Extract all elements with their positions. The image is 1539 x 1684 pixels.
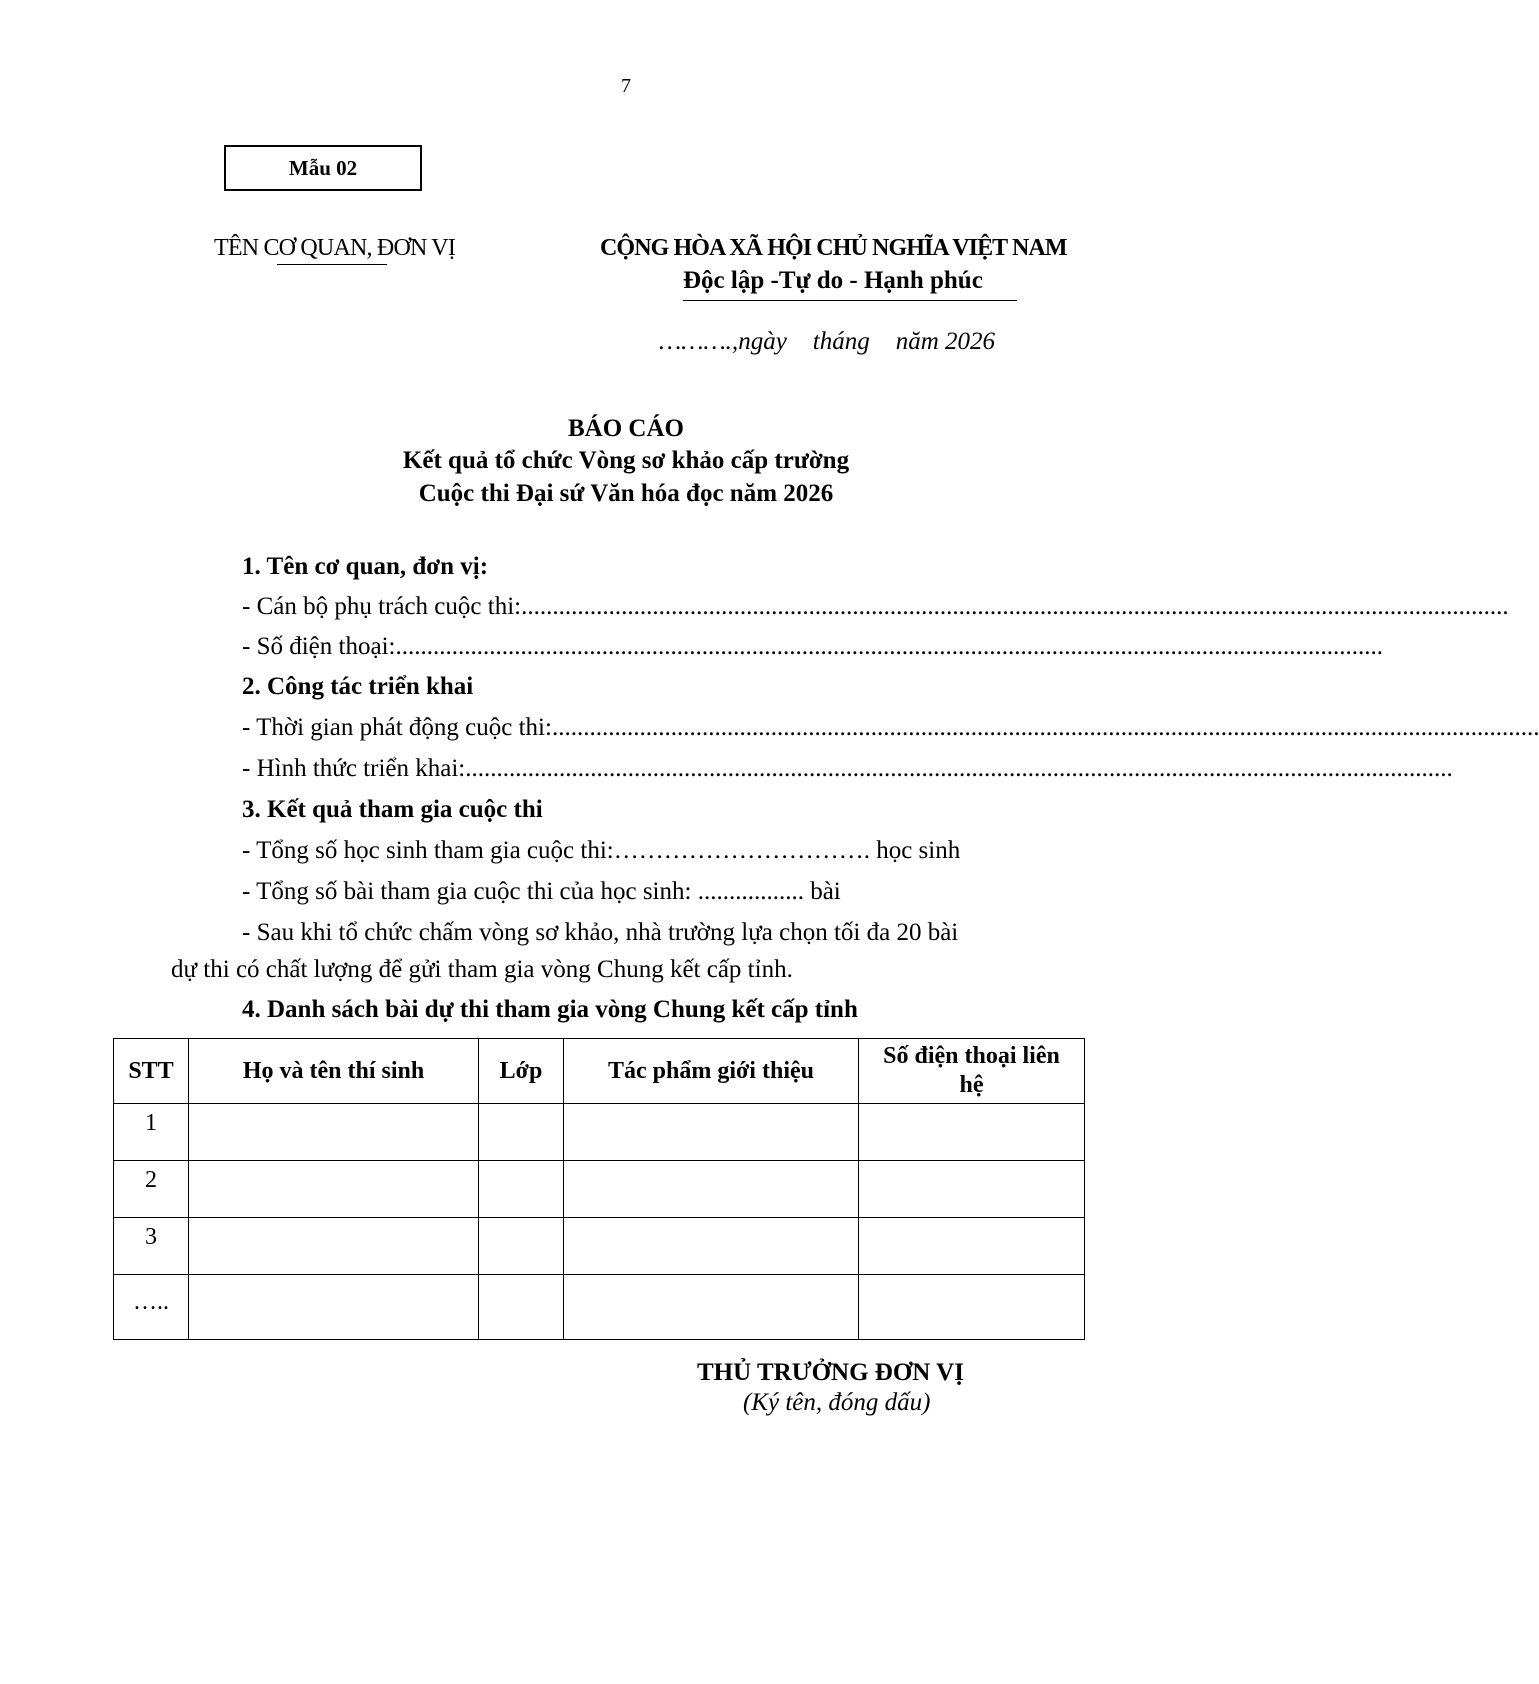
report-title: BÁO CÁO [568, 415, 684, 442]
column-header-name: Họ và tên thí sinh [189, 1039, 479, 1104]
field-phone-blank[interactable]: .............................................................................................................................................................. [395, 633, 1383, 660]
cell-name[interactable] [189, 1218, 479, 1275]
agency-underline-divider [277, 264, 387, 265]
column-header-phone: Số điện thoại liên hệ [859, 1039, 1085, 1104]
section-1-heading: 1. Tên cơ quan, đơn vị: [242, 553, 489, 580]
motto-underline-divider [683, 300, 1017, 301]
date-line [659, 329, 995, 354]
cell-class[interactable] [479, 1161, 564, 1218]
cell-stt: 3 [114, 1218, 189, 1275]
nation-title: CỘNG HÒA XÃ HỘI CHỦ NGHĨA VIỆT NAM [600, 235, 1067, 261]
field-launch-time-blank[interactable]: .............................................................................................................................................................. [551, 714, 1539, 741]
cell-name[interactable] [189, 1161, 479, 1218]
column-header-class: Lớp [479, 1039, 564, 1104]
section-2-heading: 2. Công tác triển khai [242, 673, 474, 700]
field-total-students[interactable]: - Tổng số học sinh tham gia cuộc thi:…………………………. học sinh [242, 837, 961, 864]
cell-work[interactable] [564, 1218, 859, 1275]
field-phone[interactable] [242, 633, 1383, 660]
cell-work[interactable] [564, 1275, 859, 1340]
field-deployment-form-blank[interactable]: .............................................................................................................................................................. [465, 755, 1453, 782]
motto: Độc lập -Tự do - Hạnh phúc [683, 267, 983, 294]
column-header-stt: STT [114, 1039, 189, 1104]
cell-stt: ….. [114, 1275, 189, 1340]
cell-phone[interactable] [859, 1218, 1085, 1275]
agency-name: TÊN CƠ QUAN, ĐƠN VỊ [214, 235, 456, 261]
table-row [114, 1104, 1085, 1161]
field-organizer-blank[interactable]: .............................................................................................................................................................. [521, 593, 1509, 620]
column-header-work: Tác phẩm giới thiệu [564, 1039, 859, 1104]
selection-note-line-1: - Sau khi tổ chức chấm vòng sơ khảo, nhà trường lựa chọn tối đa 20 bài [242, 919, 959, 946]
cell-work[interactable] [564, 1161, 859, 1218]
form-code-label: Mẫu 02 [288, 155, 358, 180]
table-header-row [114, 1039, 1085, 1104]
cell-stt: 2 [114, 1161, 189, 1218]
report-subtitle-1: Kết quả tổ chức Vòng sơ khảo cấp trường [402, 447, 850, 474]
cell-class[interactable] [479, 1275, 564, 1340]
report-subtitle-2: Cuộc thi Đại sứ Văn hóa đọc năm 2026 [418, 480, 834, 507]
field-deployment-form-label: - Hình thức triển khai: [242, 755, 466, 782]
table-row [114, 1275, 1085, 1340]
field-organizer[interactable] [242, 593, 1509, 620]
date-month-label: tháng [812, 328, 870, 355]
cell-name[interactable] [189, 1275, 479, 1340]
selection-note-line-2: dự thi có chất lượng để gửi tham gia vòng Chung kết cấp tỉnh. [171, 956, 793, 983]
field-phone-label: - Số điện thoại: [242, 633, 396, 660]
date-day-label: ngày [738, 328, 787, 355]
signer-title: THỦ TRƯỞNG ĐƠN VỊ [697, 1359, 964, 1386]
cell-phone[interactable] [859, 1161, 1085, 1218]
cell-phone[interactable] [859, 1275, 1085, 1340]
cell-phone[interactable] [859, 1104, 1085, 1161]
date-year-label: năm 2026 [895, 328, 996, 355]
page-number: 7 [621, 75, 631, 97]
form-code-badge [224, 145, 422, 191]
field-deployment-form[interactable] [242, 755, 1453, 782]
table-row [114, 1218, 1085, 1275]
cell-class[interactable] [479, 1218, 564, 1275]
cell-name[interactable] [189, 1104, 479, 1161]
signer-note: (Ký tên, đóng dấu) [743, 1389, 931, 1416]
field-total-entries[interactable]: - Tổng số bài tham gia cuộc thi của học sinh: ................. bài [242, 878, 841, 905]
section-3-heading: 3. Kết quả tham gia cuộc thi [242, 796, 543, 823]
finalist-table [113, 1038, 1085, 1340]
cell-work[interactable] [564, 1104, 859, 1161]
section-4-heading: 4. Danh sách bài dự thi tham gia vòng Chung kết cấp tỉnh [242, 996, 858, 1023]
date-place: ………., [659, 328, 739, 355]
cell-class[interactable] [479, 1104, 564, 1161]
table-row [114, 1161, 1085, 1218]
cell-stt: 1 [114, 1104, 189, 1161]
field-organizer-label: - Cán bộ phụ trách cuộc thi: [242, 593, 522, 620]
field-launch-time[interactable] [242, 714, 1539, 741]
field-launch-time-label: - Thời gian phát động cuộc thi: [242, 714, 552, 741]
